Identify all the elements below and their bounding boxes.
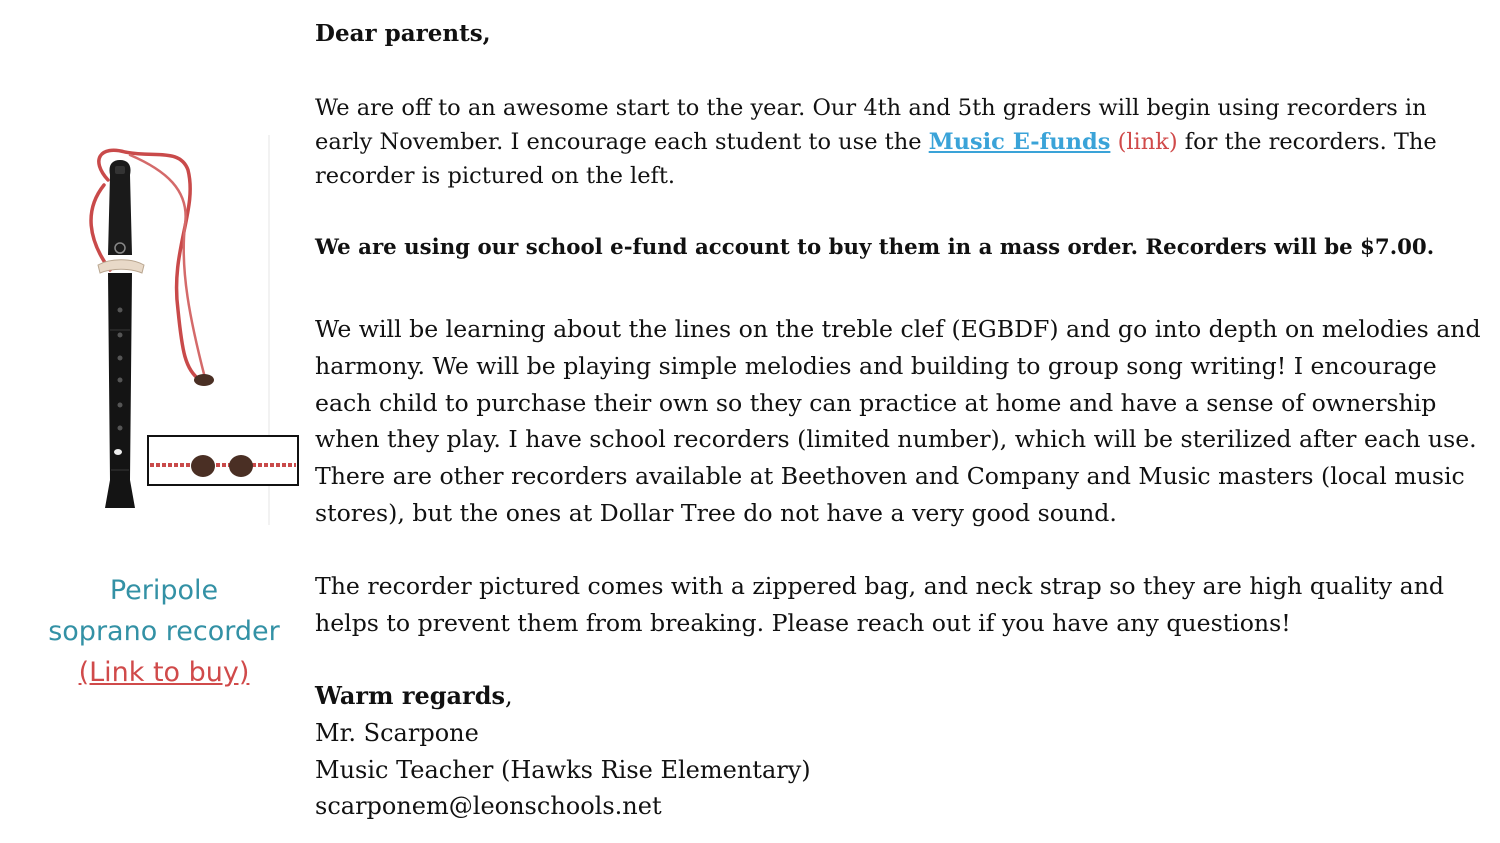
- intro-paragraph: [315, 91, 1490, 193]
- caption-line-brand: Peripole: [109, 575, 219, 606]
- efunds-paren-link[interactable]: (link): [1117, 129, 1178, 155]
- closing-bold: Warm regards: [315, 681, 505, 710]
- intro-text-1: We are off to an awesome start to the year. Our 4th and 5th graders will begin using recorders in early November. I encourage each student to use the: [315, 95, 1427, 155]
- closing-line: [315, 678, 811, 715]
- greeting: Dear parents,: [315, 20, 491, 47]
- signature-email: scarponem@leonschools.net: [315, 792, 662, 821]
- bag-paragraph: The recorder pictured comes with a zippered bag, and neck strap so they are high quality and helps to prevent them from breaking. Please reach out if you have any questions!: [315, 572, 1444, 637]
- closing-comma: ,: [505, 682, 513, 710]
- price-notice: We are using our school e-fund account to buy them in a mass order. Recorders will be $7.00.: [315, 235, 1435, 260]
- recorder-image: [70, 130, 310, 534]
- recorder-caption: [24, 570, 304, 693]
- link-to-buy[interactable]: (Link to buy): [78, 657, 250, 688]
- caption-line-model: soprano recorder: [48, 616, 280, 647]
- music-efunds-link[interactable]: Music E-funds: [928, 129, 1111, 155]
- sidebar: [0, 0, 310, 843]
- intro-text-2: for the recorders. The recorder is pictured on the left.: [315, 129, 1437, 189]
- signoff: [315, 678, 811, 825]
- recorder-illustration: [70, 130, 310, 530]
- signature-name: Mr. Scarpone: [315, 718, 479, 747]
- signature-title: Music Teacher (Hawks Rise Elementary): [315, 755, 811, 784]
- learning-paragraph: We will be learning about the lines on the treble clef (EGBDF) and go into depth on melodies and harmony. We will be playing simple melodies and building to group song writing! I encourage each child to purchase their own so they can practice at home and have a sense of ownership when they play. I have school recorders (limited number), which will be sterilized after each use. There are other recorders available at Beethoven and Company and Music masters (local music stores), but the ones at Dollar Tree do not have a very good sound.: [315, 315, 1481, 527]
